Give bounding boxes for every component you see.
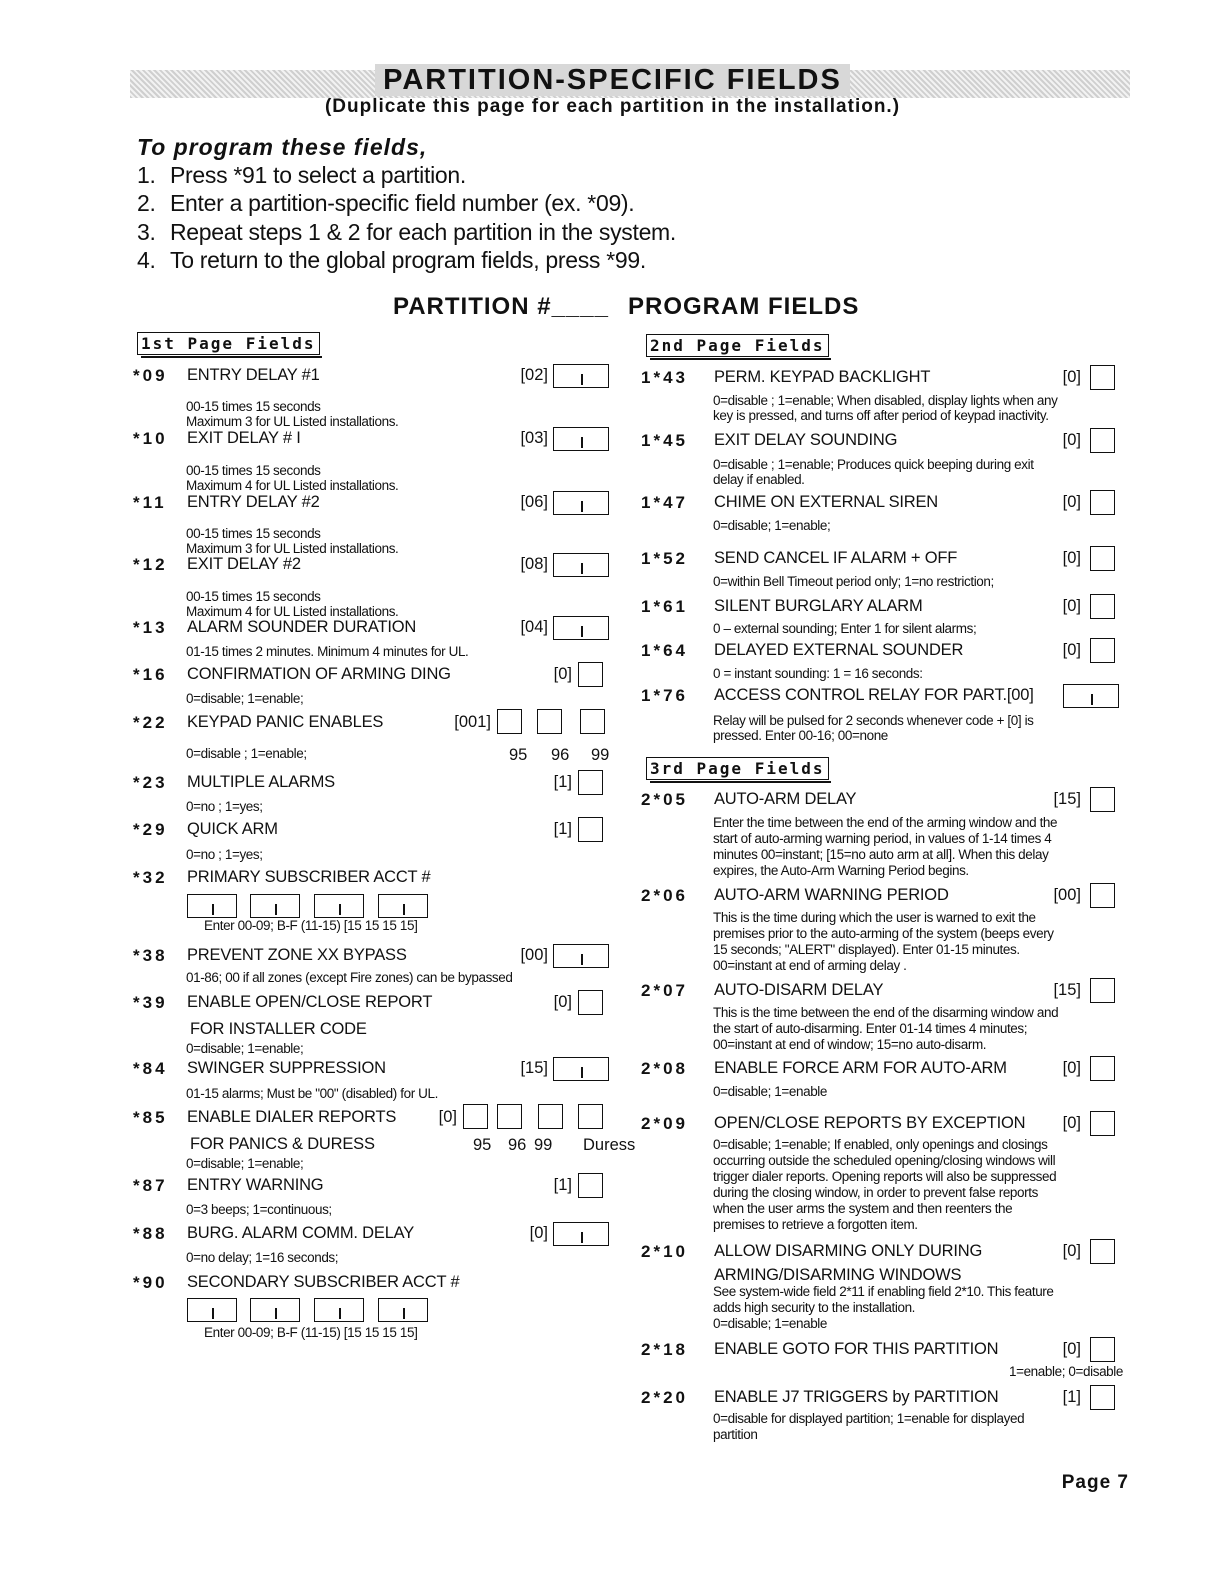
field-number: 2*08 <box>641 1059 688 1078</box>
field-note: 1=enable; 0=disable <box>1008 1364 1123 1379</box>
default-value: [0] <box>1062 1242 1081 1260</box>
entry-box[interactable] <box>578 990 603 1015</box>
column-label: 95 <box>509 746 528 764</box>
field-note: 00-15 times 15 seconds <box>186 589 321 604</box>
field-note: This is the time during which the user is warned to exit the <box>713 910 1036 925</box>
entry-box[interactable] <box>578 817 603 842</box>
field-name: PRIMARY SUBSCRIBER ACCT # <box>187 868 431 886</box>
entry-box[interactable] <box>1090 1385 1115 1410</box>
entry-box[interactable] <box>378 894 428 918</box>
field-note: delay if enabled. <box>713 472 805 487</box>
default-value: [15] <box>1053 790 1081 808</box>
default-value: [06] <box>520 493 548 511</box>
field-name: CHIME ON EXTERNAL SIREN <box>714 493 938 511</box>
section-title-program-fields: PROGRAM FIELDS <box>628 293 860 320</box>
column-label: 95 <box>473 1136 492 1154</box>
field-name: EXIT DELAY #2 <box>187 555 301 573</box>
field-number: *13 <box>133 618 168 637</box>
field-number: *22 <box>133 713 168 732</box>
field-name-line2: FOR INSTALLER CODE <box>190 1020 367 1038</box>
field-number: *90 <box>133 1273 168 1292</box>
column-label: 99 <box>591 746 610 764</box>
default-value: [00] <box>520 946 548 964</box>
field-number: 2*09 <box>641 1114 688 1133</box>
entry-box[interactable] <box>578 1104 603 1129</box>
field-number: 2*20 <box>641 1388 688 1407</box>
field-number: *32 <box>133 868 168 887</box>
default-value: [0] <box>1062 1114 1081 1132</box>
page-title: PARTITION-SPECIFIC FIELDS <box>0 64 1225 97</box>
field-name: AUTO-ARM DELAY <box>714 790 857 808</box>
entry-box[interactable] <box>553 616 609 640</box>
default-value: [04] <box>520 618 548 636</box>
entry-box[interactable] <box>553 1057 609 1081</box>
field-note: trigger dialer reports. Opening reports will also be suppressed <box>713 1169 1057 1184</box>
field-number: *09 <box>133 366 168 385</box>
field-note: 15 seconds; "ALERT" displayed). Enter 01-15 minutes. <box>713 942 1020 957</box>
section-title-partition: PARTITION #____ <box>393 293 609 320</box>
field-note: Enter 00-09; B-F (11-15) [15 15 15 15] <box>204 1325 418 1340</box>
field-number: 1*43 <box>641 368 688 387</box>
field-number: *39 <box>133 993 168 1012</box>
field-name: AUTO-ARM WARNING PERIOD <box>714 886 949 904</box>
field-name: ENABLE DIALER REPORTS <box>187 1108 397 1126</box>
column-label: Duress <box>583 1136 636 1154</box>
field-name: SECONDARY SUBSCRIBER ACCT # <box>187 1273 460 1291</box>
entry-box[interactable] <box>553 553 609 577</box>
field-name-line2: FOR PANICS & DURESS <box>190 1135 375 1153</box>
field-number: *23 <box>133 773 168 792</box>
default-value: [02] <box>520 366 548 384</box>
default-value: [15] <box>520 1059 548 1077</box>
entry-box[interactable] <box>553 944 609 968</box>
entry-box[interactable] <box>1090 594 1115 619</box>
field-note: 00-15 times 15 seconds <box>186 399 321 414</box>
field-name: CONFIRMATION OF ARMING DING <box>187 665 451 683</box>
field-note: 0=3 beeps; 1=continuous; <box>186 1202 332 1217</box>
entry-box[interactable] <box>578 770 603 795</box>
field-note: 0=disable ; 1=enable; When disabled, display lights when any <box>713 393 1058 408</box>
field-number: 2*10 <box>641 1242 688 1261</box>
field-note: expires, the Auto-Arm Warning Period begins. <box>713 863 969 878</box>
default-value: [0] <box>438 1108 457 1126</box>
field-note: This is the time between the end of the disarming window and <box>713 1005 1059 1020</box>
field-note: 0 = instant sounding: 1 = 16 seconds: <box>713 666 923 681</box>
page-label-1st: 1st Page Fields <box>137 332 320 355</box>
default-value: [001] <box>454 713 491 731</box>
field-number: 1*45 <box>641 431 688 450</box>
field-number: *29 <box>133 820 168 839</box>
field-note: occurring outside the scheduled opening/closing windows will <box>713 1153 1056 1168</box>
entry-box[interactable] <box>314 894 364 918</box>
field-note: 00=instant at end of window; 15=no auto-disarm. <box>713 1037 987 1052</box>
field-number: 2*07 <box>641 981 688 1000</box>
entry-box[interactable] <box>1090 978 1115 1003</box>
entry-box[interactable] <box>1090 1337 1115 1362</box>
field-name: PREVENT ZONE XX BYPASS <box>187 946 407 964</box>
entry-box[interactable] <box>1090 638 1115 663</box>
field-name: SILENT BURGLARY ALARM <box>714 597 923 615</box>
field-name: EXIT DELAY # I <box>187 429 301 447</box>
page-subtitle: (Duplicate this page for each partition in the installation.) <box>324 96 901 117</box>
field-number: *85 <box>133 1108 168 1127</box>
field-name: ALARM SOUNDER DURATION <box>187 618 417 636</box>
default-value: [0] <box>1062 368 1081 386</box>
field-name: ENABLE OPEN/CLOSE REPORT <box>187 993 433 1011</box>
field-note: during the closing window, in order to prevent false reports <box>713 1185 1038 1200</box>
field-note: premises prior to the auto-arming of the system (beeps every <box>713 926 1054 941</box>
page-label-3rd: 3rd Page Fields <box>646 757 829 780</box>
entry-box[interactable] <box>1090 1056 1115 1081</box>
field-note: 01-86; 00 if all zones (except Fire zones) can be bypassed <box>186 970 513 985</box>
field-note: 0=no ; 1=yes; <box>186 799 263 814</box>
field-note: Maximum 4 for UL Listed installations. <box>186 478 399 493</box>
field-number: 1*52 <box>641 549 688 568</box>
field-note: premises to retrieve a forgotten item. <box>713 1217 918 1232</box>
entry-box[interactable] <box>463 1104 488 1129</box>
default-value: [0] <box>1062 431 1081 449</box>
field-number: *38 <box>133 946 168 965</box>
field-name: AUTO-DISARM DELAY <box>714 981 884 999</box>
default-value: [0] <box>1062 597 1081 615</box>
field-name: ENTRY WARNING <box>187 1176 324 1194</box>
field-number: *10 <box>133 429 168 448</box>
default-value: [0] <box>1062 641 1081 659</box>
field-name: ENTRY DELAY #1 <box>187 366 320 384</box>
entry-box[interactable] <box>187 1298 237 1322</box>
instruction-step: 1. Press *91 to select a partition. <box>137 162 466 188</box>
default-value: [0] <box>1062 549 1081 567</box>
field-note: 0=disable; 1=enable <box>713 1084 828 1099</box>
field-note: 0=disable; 1=enable; <box>186 1041 304 1056</box>
field-number: *88 <box>133 1224 168 1243</box>
field-number: *87 <box>133 1176 168 1195</box>
entry-box[interactable] <box>1090 546 1115 571</box>
entry-box[interactable] <box>553 364 609 388</box>
field-note: 0 – external sounding; Enter 1 for silent alarms; <box>713 621 977 636</box>
default-value: [0] <box>1062 1059 1081 1077</box>
field-number: 1*61 <box>641 597 688 616</box>
default-value: [0] <box>1062 1340 1081 1358</box>
default-value: [1] <box>553 773 572 791</box>
field-number: *16 <box>133 665 168 684</box>
entry-box[interactable] <box>1090 787 1115 812</box>
column-label: 96 <box>551 746 570 764</box>
field-note: 0=disable for displayed partition; 1=enable for displayed <box>713 1411 1025 1426</box>
default-value: [0] <box>553 993 572 1011</box>
entry-box[interactable] <box>1090 1239 1115 1264</box>
entry-box[interactable] <box>1090 883 1115 908</box>
entry-box[interactable] <box>314 1298 364 1322</box>
entry-box[interactable] <box>537 709 562 734</box>
field-name: KEYPAD PANIC ENABLES <box>187 713 384 731</box>
field-note: Enter 00-09; B-F (11-15) [15 15 15 15] <box>204 918 418 933</box>
field-name: MULTIPLE ALARMS <box>187 773 335 791</box>
field-name: ENABLE GOTO FOR THIS PARTITION <box>714 1340 999 1358</box>
field-note: 01-15 alarms; Must be "00" (disabled) for UL. <box>186 1086 438 1101</box>
entry-box[interactable] <box>497 709 522 734</box>
field-note: minutes 00=instant; [15=no auto arm at all]. When this delay <box>713 847 1049 862</box>
field-name: ENTRY DELAY #2 <box>187 493 320 511</box>
field-note: the start of auto-disarming. Enter 01-14 times 4 minutes; <box>713 1021 1028 1036</box>
entry-box[interactable] <box>250 894 300 918</box>
page-label-2nd: 2nd Page Fields <box>646 334 829 357</box>
entry-box[interactable] <box>1090 428 1115 453</box>
field-note: when the user arms the system and then reenters the <box>713 1201 1013 1216</box>
field-note: Maximum 3 for UL Listed installations. <box>186 414 399 429</box>
field-note: key is pressed, and turns off after period of keypad inactivity. <box>713 408 1049 423</box>
field-number: *11 <box>133 493 167 512</box>
entry-box[interactable] <box>1090 1111 1115 1136</box>
default-value: [00] <box>1053 886 1081 904</box>
instructions-heading: To program these fields, <box>137 134 428 160</box>
entry-box[interactable] <box>553 427 609 451</box>
field-note: adds high security to the installation. <box>713 1300 916 1315</box>
field-note: 0=disable; 1=enable; If enabled, only openings and closings <box>713 1137 1048 1152</box>
field-name: ENABLE FORCE ARM FOR AUTO-ARM <box>714 1059 1007 1077</box>
entry-box[interactable] <box>1090 365 1115 390</box>
field-number: *84 <box>133 1059 168 1078</box>
field-number: 2*18 <box>641 1340 688 1359</box>
entry-box[interactable] <box>578 662 603 687</box>
field-name: SEND CANCEL IF ALARM + OFF <box>714 549 958 567</box>
default-value: [0] <box>553 665 572 683</box>
field-note: pressed. Enter 00-16; 00=none <box>713 728 888 743</box>
field-name: PERM. KEYPAD BACKLIGHT <box>714 368 931 386</box>
field-number: 2*06 <box>641 886 688 905</box>
instruction-step: 3. Repeat steps 1 & 2 for each partition in the system. <box>137 219 677 245</box>
entry-box[interactable] <box>553 491 609 515</box>
field-note: 0=disable; 1=enable; <box>713 518 831 533</box>
field-note: 0=no delay; 1=16 seconds; <box>186 1250 339 1265</box>
field-note: start of auto-arming warning period, in values of 1-14 times 4 <box>713 831 1052 846</box>
page-number: Page 7 <box>1061 1472 1129 1493</box>
field-note: 0=disable ; 1=enable; Produces quick beeping during exit <box>713 457 1034 472</box>
entry-box[interactable] <box>578 1173 603 1198</box>
field-name: ACCESS CONTROL RELAY FOR PART.[00] <box>714 686 1034 704</box>
field-note: 00-15 times 15 seconds <box>186 463 321 478</box>
field-number: 1*64 <box>641 641 688 660</box>
column-label: 96 <box>508 1136 527 1154</box>
field-name: OPEN/CLOSE REPORTS BY EXCEPTION <box>714 1114 1026 1132</box>
field-note: Maximum 4 for UL Listed installations. <box>186 604 399 619</box>
field-note: Enter the time between the end of the arming window and the <box>713 815 1058 830</box>
entry-box[interactable] <box>580 709 605 734</box>
default-value: [1] <box>553 1176 572 1194</box>
entry-box[interactable] <box>250 1298 300 1322</box>
field-name: ENABLE J7 TRIGGERS by PARTITION <box>714 1388 999 1406</box>
default-value: [15] <box>1053 981 1081 999</box>
field-name: SWINGER SUPPRESSION <box>187 1059 386 1077</box>
default-value: [08] <box>520 555 548 573</box>
field-note: 0=no ; 1=yes; <box>186 847 263 862</box>
entry-box[interactable] <box>378 1298 428 1322</box>
field-number: 2*05 <box>641 790 688 809</box>
entry-box[interactable] <box>553 1222 609 1246</box>
instruction-step: 2. Enter a partition-specific field number (ex. *09). <box>137 190 635 216</box>
field-number: 1*76 <box>641 686 688 705</box>
default-value: [1] <box>553 820 572 838</box>
field-note: 0=disable; 1=enable <box>713 1316 828 1331</box>
field-note: 00=instant at end of arming delay . <box>713 958 907 973</box>
field-name: ALLOW DISARMING ONLY DURING <box>714 1242 983 1260</box>
entry-box[interactable] <box>538 1104 563 1129</box>
default-value: [0] <box>1062 493 1081 511</box>
field-name: BURG. ALARM COMM. DELAY <box>187 1224 415 1242</box>
field-note: 0=disable; 1=enable; <box>186 1156 304 1171</box>
field-note: 0=disable ; 1=enable; <box>186 746 307 761</box>
field-note: 0=disable; 1=enable; <box>186 691 304 706</box>
default-value: [03] <box>520 429 548 447</box>
instruction-step: 4. To return to the global program fields, press *99. <box>137 247 646 273</box>
field-note: See system-wide field 2*11 if enabling field 2*10. This feature <box>713 1284 1054 1299</box>
field-note: Maximum 3 for UL Listed installations. <box>186 541 399 556</box>
field-name: EXIT DELAY SOUNDING <box>714 431 898 449</box>
default-value: [1] <box>1062 1388 1081 1406</box>
field-note: 00-15 times 15 seconds <box>186 526 321 541</box>
field-note: 01-15 times 2 minutes. Minimum 4 minutes for UL. <box>186 644 469 659</box>
field-note: 0=within Bell Timeout period only; 1=no restriction; <box>713 574 994 589</box>
column-label: 99 <box>534 1136 553 1154</box>
entry-box[interactable] <box>1090 490 1115 515</box>
entry-box[interactable] <box>497 1104 522 1129</box>
field-note: Relay will be pulsed for 2 seconds whenever code + [0] is <box>713 713 1034 728</box>
default-value: [0] <box>529 1224 548 1242</box>
field-number: *12 <box>133 555 168 574</box>
field-number: 1*47 <box>641 493 688 512</box>
field-name: QUICK ARM <box>187 820 278 838</box>
entry-box[interactable] <box>187 894 237 918</box>
field-name: DELAYED EXTERNAL SOUNDER <box>714 641 964 659</box>
field-name-line2: ARMING/DISARMING WINDOWS <box>714 1266 962 1284</box>
field-note: partition <box>713 1427 758 1442</box>
entry-box[interactable] <box>1063 684 1119 708</box>
